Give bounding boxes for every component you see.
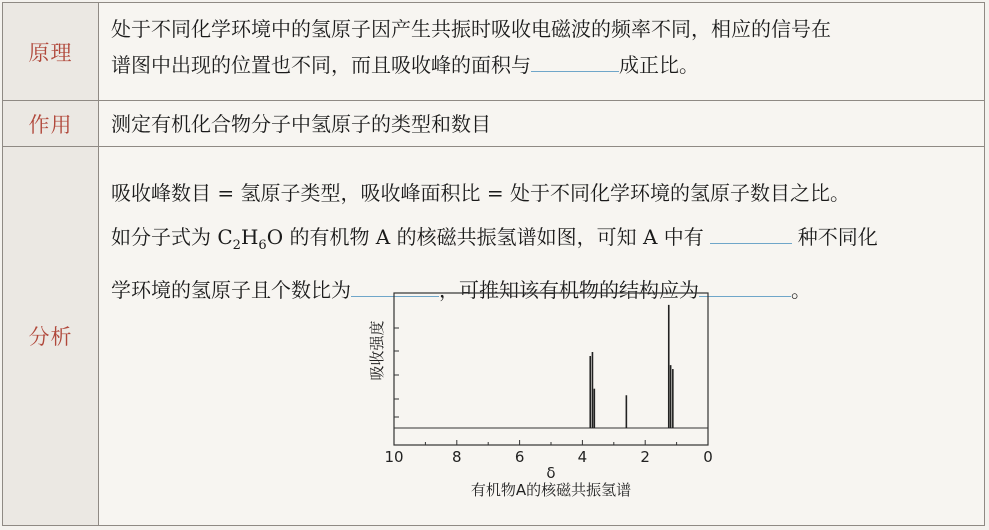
principle-text [111,11,976,83]
answer-blank-2[interactable] [710,219,792,244]
x-tick-label-4: 4 [577,448,588,466]
chart-title: 有机物A的核磁共振氢谱 [470,481,632,499]
analysis-line-2: 如分子式为 $C_2H_6O$ 的有机物 A 的核磁共振氢谱如图，可知 A 中有 种不同化 [111,215,976,268]
label-function: 作用 [3,101,99,146]
x-tick-label-6: 6 [514,448,525,466]
label-principle: 原理 [3,3,99,100]
principle-line-1: 处于不同化学环境中的氢原子因产生共振时吸收电磁波的频率不同，相应的信号在 [111,17,831,41]
x-axis-label: δ [546,464,556,482]
row-function [3,101,984,147]
analysis-line-1: 吸收峰数目 = 氢原子类型，吸收峰面积比 = 处于不同化学环境的氢原子数目之比。 [111,181,850,205]
analysis-line-3: 学环境的氢原子且个数比为 ，可推知该有机物的结构应为 。 [111,268,976,312]
row-principle [3,3,984,101]
x-tick-label-8: 8 [452,448,462,466]
answer-blank-1[interactable] [531,47,619,72]
plot-frame [394,293,708,445]
y-axis-label: 吸收强度 [368,320,386,381]
nmr-chart [366,285,726,515]
x-tick-label-10: 10 [384,448,404,466]
x-tick-label-2: 2 [640,448,650,466]
function-text: 测定有机化合物分子中氢原子的类型和数目 [111,112,491,136]
principle-line-2: 谱图中出现的位置也不同，而且吸收峰的面积与 成正比。 [111,47,976,83]
x-tick-label-0: 0 [703,448,713,466]
label-analysis: 分析 [3,147,99,525]
nmr-svg [366,285,726,515]
